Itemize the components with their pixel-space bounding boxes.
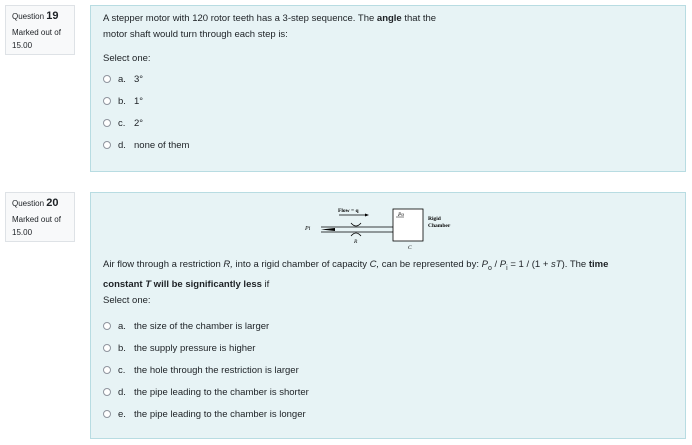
q20-text-part: / [491, 259, 500, 270]
q19-marked-label: Marked out of [12, 28, 61, 37]
radio-button[interactable] [103, 410, 111, 418]
q20-content [90, 192, 686, 439]
option-letter: a. [118, 73, 126, 85]
q20-text-pi: P [499, 259, 507, 270]
q19-option-b[interactable] [103, 90, 673, 112]
radio-button[interactable] [103, 119, 111, 127]
q19-number-value: 19 [46, 10, 59, 22]
q20-number-value: 20 [46, 197, 59, 209]
q20-text-part: if [261, 278, 270, 290]
radio-button[interactable] [103, 75, 111, 83]
option-label: the supply pressure is higher [134, 342, 256, 354]
q20-text-part: Air flow through a restriction [103, 259, 224, 270]
radio-button[interactable] [103, 97, 111, 105]
restriction-bottom [351, 233, 361, 236]
restriction-chamber-diagram [301, 203, 501, 253]
q20-info-box [5, 192, 75, 242]
q20-text-st: sT [551, 259, 562, 270]
q20-text-bold: will be significantly less [151, 278, 262, 290]
option-label: the pipe leading to the chamber is shorter [134, 386, 309, 398]
q20-text-bold: constant [103, 278, 146, 290]
radio-button[interactable] [103, 388, 111, 396]
q20-number-label: Question [12, 199, 45, 208]
q20-text-po-sub: o [487, 264, 492, 272]
option-letter: b. [118, 342, 126, 354]
option-label: 2° [134, 117, 144, 129]
option-label: the hole through the restriction is larger [134, 364, 299, 376]
q20-text-t: T [145, 278, 152, 290]
c-label: C [408, 245, 412, 251]
q19-text-part: that the [401, 13, 437, 24]
q20-text-pi-sub: i [506, 264, 508, 272]
q19-answer-list [103, 68, 673, 156]
q20-text-part: ). The [561, 259, 589, 270]
q19-text-bold: angle [376, 13, 402, 24]
q20-option-b[interactable] [103, 337, 309, 359]
option-letter: e. [118, 408, 126, 420]
option-letter: c. [118, 364, 126, 376]
q20-option-e[interactable] [103, 403, 309, 425]
q20-option-a[interactable] [103, 315, 309, 337]
q20-text-bold: time [588, 259, 609, 270]
flow-label: Flow = q [338, 208, 359, 214]
q20-answer-list [103, 315, 309, 425]
q19-select-prompt: Select one: [103, 53, 151, 64]
option-letter: c. [118, 117, 126, 129]
q20-text-c: C, [369, 259, 380, 270]
option-label: the size of the chamber is larger [134, 320, 270, 332]
q20-text-r: R, [223, 259, 233, 270]
inlet-arrow [321, 228, 335, 231]
q19-question-text [103, 11, 673, 43]
flow-arrowhead [365, 214, 369, 217]
q19-content [90, 5, 686, 172]
restriction-top [351, 223, 361, 226]
option-label: 3° [134, 73, 144, 85]
option-letter: b. [118, 95, 126, 107]
q19-text-part: motor shaft would turn through each step is: [103, 29, 288, 40]
chamber-label-2: Chamber [428, 223, 451, 229]
radio-button[interactable] [103, 366, 111, 374]
q19-marked-value: 15.00 [12, 41, 33, 50]
q19-option-d[interactable] [103, 134, 673, 156]
q20-marked-value: 15.00 [12, 228, 33, 237]
q20-select-prompt: Select one: [103, 295, 151, 306]
po-label: Po [398, 212, 405, 218]
option-label: none of them [134, 139, 190, 151]
q19-text-part: A stepper motor with 120 rotor teeth has a 3-step sequence. The [103, 13, 377, 24]
q19-option-a[interactable] [103, 68, 673, 90]
radio-button[interactable] [103, 141, 111, 149]
q20-number [12, 197, 68, 209]
option-label: the pipe leading to the chamber is longer [134, 408, 306, 420]
q20-text-po: P [481, 259, 488, 270]
option-letter: d. [118, 386, 126, 398]
option-label: 1° [134, 95, 144, 107]
q20-text-part: into a rigid chamber of capacity [232, 259, 370, 270]
r-label: R [354, 239, 358, 245]
q20-marked-label: Marked out of [12, 215, 61, 224]
q19-number [12, 10, 68, 22]
radio-button[interactable] [103, 344, 111, 352]
radio-button[interactable] [103, 322, 111, 330]
pi-label: Pi [305, 226, 311, 232]
q20-text-part: can be represented by: [379, 259, 482, 270]
q19-number-label: Question [12, 12, 45, 21]
option-letter: d. [118, 139, 126, 151]
q19-info-box [5, 5, 75, 55]
q19-option-c[interactable] [103, 112, 673, 134]
chamber-label-1: Rigid [428, 216, 441, 222]
q20-option-d[interactable] [103, 381, 309, 403]
q20-question-text [103, 257, 673, 293]
q20-text-part: = 1 / (1 + [507, 259, 552, 270]
q20-option-c[interactable] [103, 359, 309, 381]
option-letter: a. [118, 320, 126, 332]
